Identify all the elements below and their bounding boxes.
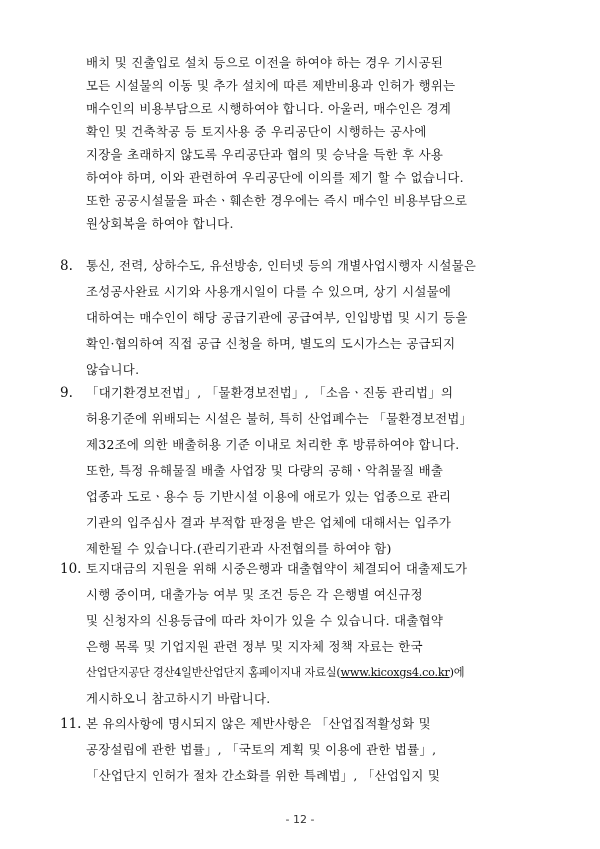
text-line: 게시하오니 참고하시기 바랍니다. xyxy=(86,691,271,706)
text-line: 및 신청자의 신용등급에 따라 차이가 있을 수 있습니다. 대출협약 xyxy=(86,613,444,628)
text-line: 업종과 도로ㆍ용수 등 기반시설 이용에 애로가 있는 업종으로 관리 xyxy=(86,489,452,504)
text-line: 또한, 특정 유해물질 배출 사업장 및 다량의 공해ㆍ악취물질 배출 xyxy=(86,463,444,478)
website-link[interactable]: www.kicoxgs4.co.kr xyxy=(340,666,450,679)
text-line: 본 유의사항에 명시되지 않은 제반사항은 「산업집적활성화 및 xyxy=(86,716,431,731)
text-line: 배치 및 진출입로 설치 등으로 이전을 하여야 하는 경우 기시공된 xyxy=(86,55,444,70)
text-line: 은행 목록 및 기업지원 관련 정부 및 지자체 정책 자료는 한국 xyxy=(86,639,423,654)
text-line: 매수인의 비용부담으로 시행하여야 합니다. 아울러, 매수인은 경계 xyxy=(86,101,452,116)
text-line: 제32조에 의한 배출허용 기준 이내로 처리한 후 방류하여야 합니다. xyxy=(86,437,460,452)
item-number: 8. xyxy=(60,258,73,274)
text-line: 않습니다. xyxy=(86,362,140,377)
text-line: 대하여는 매수인이 해당 공급기관에 공급여부, 인입방법 및 시기 등을 xyxy=(86,310,468,325)
text-line: 확인 및 건축착공 등 토지사용 중 우리공단이 시행하는 공사에 xyxy=(86,124,427,139)
text-line: 모든 시설물의 이동 및 추가 설치에 따른 제반비용과 인허가 행위는 xyxy=(86,78,456,93)
text-line: 제한될 수 있습니다.(관리기관과 사전협의를 하여야 함) xyxy=(86,541,392,556)
text-line: 확인·협의하여 직접 공급 신청을 하며, 별도의 도시가스는 공급되지 xyxy=(86,336,456,351)
item-number: 11. xyxy=(60,716,82,732)
page-number: - 12 - xyxy=(285,813,315,826)
text-line: 허용기준에 위배되는 시설은 불허, 특히 산업폐수는 「물환경보전법」 xyxy=(86,411,473,426)
text-line: 기관의 입주심사 결과 부적합 판정을 받은 업체에 대해서는 입주가 xyxy=(86,515,452,530)
text-line-with-link: 산업단지공단 경산4일반산업단지 홈페이지내 자료실(www.kicoxgs4.co.kr)에 xyxy=(86,666,465,679)
item-number: 10. xyxy=(60,561,82,577)
text-line: 조성공사완료 시기와 사용개시일이 다를 수 있으며, 상기 시설물에 xyxy=(86,284,452,299)
text-line: 원상회복을 하여야 합니다. xyxy=(86,216,234,231)
text-line: 토지대금의 지원을 위해 시중은행과 대출협약이 체결되어 대출제도가 xyxy=(86,561,468,576)
text-line: 통신, 전력, 상하수도, 유선방송, 인터넷 등의 개별사업시행자 시설물은 xyxy=(86,258,477,273)
text-line: 시행 중이며, 대출가능 여부 및 조건 등은 각 은행별 여신규정 xyxy=(86,587,423,602)
text-line: 지장을 초래하지 않도록 우리공단과 협의 및 승낙을 득한 후 사용 xyxy=(86,147,444,162)
text-line: 「산업단지 인허가 절차 간소화를 위한 특례법」, 「산업입지 및 xyxy=(86,768,441,783)
item-number: 9. xyxy=(60,385,73,401)
text-line: 「대기환경보전법」, 「물환경보전법」, 「소음ㆍ진동 관리법」의 xyxy=(86,385,454,400)
text-line: 또한 공공시설물을 파손ㆍ훼손한 경우에는 즉시 매수인 비용부담으로 xyxy=(86,193,468,208)
text-line: 하여야 하며, 이와 관련하여 우리공단에 이의를 제기 할 수 없습니다. xyxy=(86,170,464,185)
text-line: 공장설립에 관한 법률」, 「국토의 계획 및 이용에 관한 법률」, xyxy=(86,742,437,757)
